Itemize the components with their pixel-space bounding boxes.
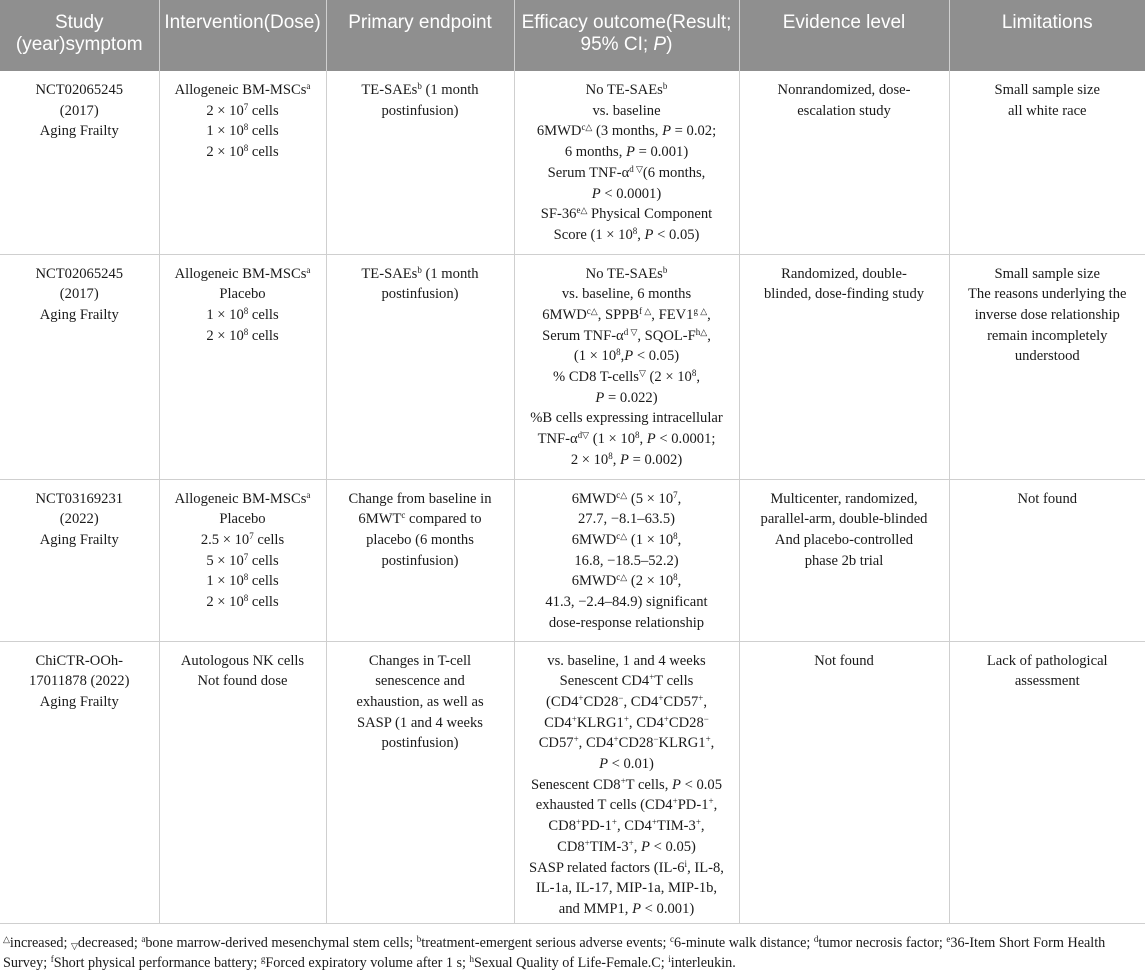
cell-study xyxy=(0,479,159,641)
cell-text-line: $2 \times 10^8$ cells xyxy=(206,143,279,161)
cell-text-line: Limitations xyxy=(1001,12,1093,33)
cell-text-line: (2017) xyxy=(59,102,99,119)
cell-text-line: $2 \times 10^8$, P = 0.002) xyxy=(570,450,683,468)
cell-text-line: CD4+KLRG1+, CD4+CD28− xyxy=(544,713,709,731)
cell-evidence-level xyxy=(739,254,949,479)
cell-text-line: TNF-$\alpha^{d▽}$ ($1 \times 10^8$, P < 0.0001; xyxy=(537,430,716,448)
cell-text-line: NCT02065245 xyxy=(35,265,124,282)
cell-text-line: TE-SAEs$^b$ (1 month xyxy=(361,81,479,98)
cell-text-line: vs. baseline, 6 months xyxy=(561,286,692,303)
cell-efficacy-outcome xyxy=(514,254,739,479)
cell-text-line: Not found dose xyxy=(197,673,288,690)
cell-text-line: Score ($1 \times 10^8$, P < 0.05) xyxy=(553,225,700,243)
cell-limitations xyxy=(949,71,1145,254)
cell-text-line: Primary endpoint xyxy=(348,12,492,33)
cell-intervention xyxy=(159,479,326,641)
cell-text-line: $2.5 \times 10^7$ cells xyxy=(200,530,285,548)
header-efficacy-outcome xyxy=(514,0,739,71)
cell-text-line: Efficacy outcome xyxy=(521,12,666,33)
cell-text-line: CD8+PD-1+, CD4+TIM-3+, xyxy=(548,817,705,835)
cell-text-line: escalation study xyxy=(797,102,891,119)
table-row xyxy=(0,641,1145,923)
cell-primary-endpoint xyxy=(326,71,514,254)
cell-text-line: $1 \times 10^8$ cells xyxy=(206,305,279,323)
table-row xyxy=(0,479,1145,641)
cell-text-line: (Dose) xyxy=(263,12,321,33)
cell-text-line: Placebo xyxy=(219,511,266,528)
cell-study xyxy=(0,71,159,254)
cell-text-line: symptom xyxy=(65,34,143,55)
cell-text-line: $1 \times 10^8$ cells xyxy=(206,572,279,590)
cell-text-line: $2 \times 10^8$ cells xyxy=(206,593,279,611)
cell-evidence-level xyxy=(739,479,949,641)
cell-text-line: Change from baseline in xyxy=(348,490,492,507)
cell-text-line: exhausted T cells (CD4+PD-1+, xyxy=(535,796,718,814)
cell-text-line: SASP (1 and 4 weeks xyxy=(357,714,483,731)
cell-text-line: Aging Frailty xyxy=(39,693,119,710)
cell-limitations xyxy=(949,479,1145,641)
cell-text-line: Small sample size xyxy=(994,265,1100,282)
cell-text-line: P = 0.022) xyxy=(595,389,658,406)
cell-text-line: Study (year) xyxy=(15,12,104,55)
cell-evidence-level xyxy=(739,71,949,254)
cell-text-line: NCT02065245 xyxy=(35,82,124,98)
cell-text-line: Autologous NK cells xyxy=(180,652,305,669)
cell-text-line: $6MWD^{c\triangle}$ (3 months, P = 0.02; xyxy=(536,122,717,140)
table-row xyxy=(0,254,1145,479)
cell-text-line: Evidence level xyxy=(782,12,906,33)
cell-text-line: % CD8 T-cells▽ ($2 \times 10^8$, xyxy=(553,368,700,386)
cell-text-line: Serum TNF-$\alpha^{d ▽}$, SQOL-$F^{h\triangle}$, xyxy=(542,326,711,344)
cell-intervention xyxy=(159,254,326,479)
header-limitations xyxy=(949,0,1145,71)
cell-text-line: Serum TNF-$\alpha^{d ▽}(6$ months, xyxy=(547,163,706,181)
cell-text-line: Changes in T-cell xyxy=(368,652,472,669)
cell-text-line: $6MWD^{c\triangle}$ ($5 \times 10^7$, xyxy=(571,489,682,507)
cell-limitations xyxy=(949,641,1145,923)
table-row xyxy=(0,71,1145,254)
cell-evidence-level xyxy=(739,641,949,923)
cell-text-line: TE-SAEs$^b$ (1 month xyxy=(361,264,479,282)
cell-text-line: P < 0.0001) xyxy=(591,185,662,202)
cell-text-line: 41.3, −2.4–84.9) significant xyxy=(545,594,708,611)
cell-text-line: The reasons underlying the xyxy=(968,286,1127,303)
header-study xyxy=(0,0,159,71)
cell-text-line: P < 0.01) xyxy=(599,756,654,773)
cell-text-line: (2022) xyxy=(59,511,99,528)
cell-intervention xyxy=(159,641,326,923)
cell-text-line: No TE-SAEs$^b$ xyxy=(585,264,668,282)
cell-text-line: $(1 \times 10^8,P < 0.05)$ xyxy=(573,347,680,365)
cell-text-line: understood xyxy=(1014,348,1080,365)
cell-text-line: SASP related factors (IL-6$^i$, IL-8, xyxy=(529,858,724,876)
cell-text-line: 6MWT$^c$ compared to xyxy=(358,510,482,528)
cell-text-line: Intervention xyxy=(164,12,264,33)
cell-text-line: $2 \times 10^7$ cells xyxy=(206,101,279,119)
cell-text-line: remain incompletely xyxy=(987,327,1108,344)
cell-primary-endpoint xyxy=(326,479,514,641)
cell-text-line: $1 \times 10^8$ cells xyxy=(206,122,279,140)
table-footnote: △increased; $_▽$decreased; $^a$bone marrow-derived mesenchymal stem cells; $^b$treatment-emergent serious adverse events; $^c$6-minute walk distance; $^d$tumor necrosis factor; $^e$36-Item Short Form Health Survey; $^f$Short physical performance battery; $^g$Forced expiratory volume after 1 s; $^h$Sexual Quality of Life-Female.C; $^i$interleukin. xyxy=(3,934,1106,971)
cell-text-line: Aging Frailty xyxy=(39,123,119,140)
header-primary-endpoint xyxy=(326,0,514,71)
cell-limitations xyxy=(949,254,1145,479)
cell-text-line: Not found xyxy=(814,652,874,669)
cell-text-line: placebo (6 months xyxy=(366,531,474,548)
cell-text-line: 16.8, −18.5–52.2) xyxy=(574,552,679,569)
cell-text-line: assessment xyxy=(1014,673,1080,690)
cell-text-line: $6MWD^{c\triangle}$, $SPPB^{f \triangle}$, $FEV1^{g \triangle}$, xyxy=(542,305,711,323)
cell-text-line: blinded, dose-finding study xyxy=(763,286,925,303)
cell-text-line: Not found xyxy=(1017,490,1078,507)
cell-efficacy-outcome xyxy=(514,641,739,923)
cell-text-line: 17011878 (2022) xyxy=(29,673,130,690)
cell-text-line: Senescent CD8+T cells, P < 0.05 xyxy=(531,775,722,793)
cell-primary-endpoint xyxy=(326,254,514,479)
cell-text-line: $5 \times 10^7$ cells xyxy=(206,551,279,569)
cell-study xyxy=(0,641,159,923)
cell-text-line: $6MWD^{c\triangle}$ ($2 \times 10^8$, xyxy=(571,572,682,590)
cell-text-line: Small sample size xyxy=(994,82,1100,98)
cell-text-line: postinfusion) xyxy=(381,286,459,303)
cell-text-line: parallel-arm, double-blinded xyxy=(760,511,928,528)
cell-text-line: NCT03169231 xyxy=(35,490,124,507)
cell-text-line: postinfusion) xyxy=(381,735,459,752)
cell-text-line: dose-response relationship xyxy=(548,614,705,631)
cell-text-line: Nonrandomized, dose- xyxy=(777,82,911,98)
cell-text-line: Allogeneic BM-MSCs$^a$ xyxy=(174,264,311,282)
cell-text-line: $SF-36^{e\triangle}$ Physical Component xyxy=(540,205,713,223)
header-evidence-level xyxy=(739,0,949,71)
cell-text-line: CD57+, CD4+CD28−KLRG1+, xyxy=(538,734,715,752)
cell-text-line: IL-1a, IL-17, MIP-1a, MIP-1b, xyxy=(535,880,718,897)
header-row xyxy=(0,0,1145,71)
cell-text-line: (Result; 95% CI; P) xyxy=(580,12,732,55)
cell-text-line: and MMP1, P < 0.001) xyxy=(558,900,695,917)
cell-intervention xyxy=(159,71,326,254)
cell-text-line: (CD4+CD28−, CD4+CD57+, xyxy=(545,692,708,710)
cell-text-line: And placebo-controlled xyxy=(774,531,914,548)
cell-text-line: Allogeneic BM-MSCs$^a$ xyxy=(174,489,311,507)
cell-text-line: CD8+TIM-3+, P < 0.05) xyxy=(557,837,696,855)
header-intervention xyxy=(159,0,326,71)
cell-text-line: ChiCTR-OOh- xyxy=(35,652,124,669)
cell-efficacy-outcome xyxy=(514,479,739,641)
cell-text-line: vs. baseline, 1 and 4 weeks xyxy=(547,652,706,669)
cell-text-line: vs. baseline xyxy=(592,102,661,119)
cell-text-line: 27.7, −8.1–63.5) xyxy=(577,511,675,528)
cell-text-line: inverse dose relationship xyxy=(974,306,1120,323)
cell-text-line: $6MWD^{c\triangle}$ ($1 \times 10^8$, xyxy=(571,530,682,548)
cell-text-line: phase 2b trial xyxy=(804,552,884,569)
cell-text-line: 6 months, P = 0.001) xyxy=(564,144,689,161)
cell-text-line: senescence and xyxy=(375,673,465,690)
cell-text-line: Allogeneic BM-MSCs$^a$ xyxy=(174,81,311,98)
cell-text-line: postinfusion) xyxy=(381,102,459,119)
cell-text-line: all white race xyxy=(1007,102,1087,119)
cell-text-line: (2017) xyxy=(59,286,99,303)
cell-text-line: Lack of pathological xyxy=(986,652,1108,669)
cell-primary-endpoint xyxy=(326,641,514,923)
cell-study xyxy=(0,254,159,479)
cell-text-line: Placebo xyxy=(219,286,266,303)
cell-text-line: $2 \times 10^8$ cells xyxy=(206,326,279,344)
cell-text-line: exhaustion, as well as xyxy=(356,693,484,710)
cell-text-line: Aging Frailty xyxy=(39,531,119,548)
cell-text-line: %B cells expressing intracellular xyxy=(530,410,723,427)
cell-efficacy-outcome xyxy=(514,71,739,254)
cell-text-line: Aging Frailty xyxy=(39,306,119,323)
cell-text-line: Senescent CD4+T cells xyxy=(559,672,694,690)
cell-text-line: No TE-SAEs$^b$ xyxy=(585,81,668,98)
cell-text-line: postinfusion) xyxy=(381,552,459,569)
cell-text-line: Randomized, double- xyxy=(781,265,907,282)
cell-text-line: Multicenter, randomized, xyxy=(770,490,918,507)
